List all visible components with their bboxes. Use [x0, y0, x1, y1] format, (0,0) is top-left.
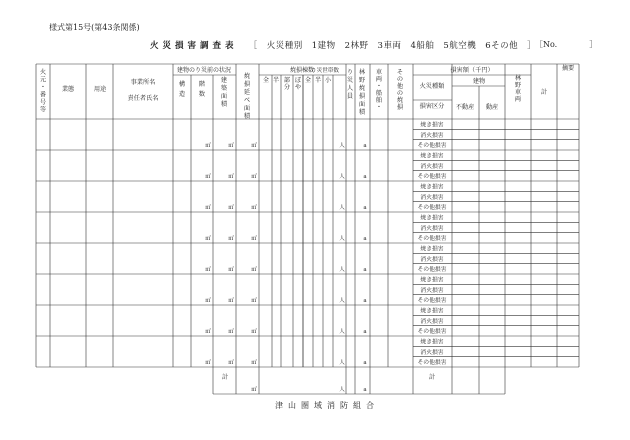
header-building-status: 建物のり災前の状況 — [176, 67, 232, 74]
page-title: 火災損害調査表 — [150, 41, 238, 51]
total-label-right: 計 — [428, 374, 436, 381]
unit-sqm: ㎡ — [205, 174, 211, 180]
header-partial: 分 — [283, 84, 291, 92]
damage-type-label: その他損害 — [417, 360, 447, 367]
header-building-area: 積 — [220, 101, 228, 108]
unit-are-total: a — [363, 387, 367, 393]
unit-person: 人 — [339, 298, 345, 304]
header-vehicle-count: ・ — [375, 83, 383, 90]
damage-type-label: 焼き損害 — [420, 339, 444, 346]
header-fire-number: 元 — [39, 76, 47, 84]
unit-sqm: ㎡ — [251, 298, 257, 304]
damage-type-label: 消火損害 — [420, 225, 444, 232]
header-other-items: の — [396, 90, 404, 97]
header-forest-area: 損 — [358, 93, 366, 100]
header-casualties: り — [346, 69, 354, 76]
unit-sqm: ㎡ — [228, 267, 234, 273]
header-building-area: 面 — [220, 93, 228, 100]
header-forest-area: 野 — [358, 77, 366, 84]
header-fire-number: 火 — [39, 69, 47, 76]
header-vehicle-other: 林 — [514, 75, 522, 82]
header-other-items: 焼 — [396, 97, 404, 104]
header-burned-area: 積 — [243, 113, 251, 120]
unit-sqm-total: ㎡ — [251, 387, 257, 393]
header-other-items: そ — [396, 69, 404, 76]
damage-type-label: その他損害 — [417, 298, 447, 305]
header-structure: 造 — [178, 91, 186, 98]
header-floors: 階 — [198, 81, 206, 88]
damage-type-label: その他損害 — [417, 267, 447, 274]
damage-type-label: 焼き損害 — [420, 153, 444, 160]
unit-are: a — [363, 143, 367, 149]
header-other-items: 損 — [396, 104, 404, 111]
unit-sqm: ㎡ — [251, 236, 257, 242]
unit-person: 人 — [339, 236, 345, 242]
damage-type-label: 焼き損害 — [420, 215, 444, 222]
header-small: ぼ — [294, 77, 302, 84]
unit-sqm: ㎡ — [251, 329, 257, 335]
damage-type-label: 焼き損害 — [420, 277, 444, 284]
header-business-type: 業態 — [61, 86, 75, 93]
header-burn-count: 焼損棟数 — [289, 67, 315, 74]
unit-sqm: ㎡ — [205, 329, 211, 335]
header-small-damage: 小 — [324, 77, 332, 84]
unit-sqm: ㎡ — [228, 174, 234, 180]
header-sum: 計 — [540, 89, 548, 96]
unit-person: 人 — [339, 143, 345, 149]
unit-sqm: ㎡ — [228, 236, 234, 242]
header-damage-amount: 損害額（千円） — [450, 67, 494, 74]
unit-person: 人 — [339, 267, 345, 273]
header-casualties: 員 — [346, 93, 354, 100]
header-fire-number: 号 — [39, 99, 47, 106]
unit-sqm: ㎡ — [205, 267, 211, 273]
header-real-estate: 不動産 — [455, 104, 475, 111]
header-casualties: 人 — [346, 85, 354, 92]
header-movable: 動産 — [485, 104, 499, 111]
damage-type-label: 焼き損害 — [420, 184, 444, 191]
unit-person-total: 人 — [339, 387, 345, 393]
header-vehicle-count: 両 — [375, 76, 383, 83]
header-vehicle-other: 両 — [514, 96, 522, 103]
damage-type-label: その他損害 — [417, 236, 447, 243]
form-number: 様式第15号(第43条関係) — [49, 23, 140, 32]
unit-sqm: ㎡ — [228, 298, 234, 304]
header-fire-number: 等 — [39, 106, 47, 114]
unit-person: 人 — [339, 174, 345, 180]
header-owner-name: 責任者氏名 — [127, 95, 159, 102]
header-vehicle-count: 舶 — [375, 97, 383, 104]
header-office-name: 事業所名 — [130, 79, 156, 86]
header-forest-area: 積 — [358, 109, 366, 116]
unit-are: a — [363, 174, 367, 180]
unit-sqm: ㎡ — [228, 329, 234, 335]
damage-type-label: 焼き損害 — [420, 308, 444, 315]
damage-type-label: その他損害 — [417, 174, 447, 181]
unit-sqm: ㎡ — [228, 360, 234, 366]
header-vehicle-count: 車 — [375, 69, 383, 76]
damage-type-label: その他損害 — [417, 205, 447, 212]
header-forest-area: 焼 — [358, 85, 366, 92]
header-full-damage: 全 — [304, 77, 312, 84]
header-burned-area: 面 — [243, 105, 251, 112]
header-small: や — [294, 84, 302, 92]
header-forest-area: 面 — [358, 101, 366, 108]
record-number-field[interactable]: ［No. ］ — [535, 40, 598, 49]
header-floors: 数 — [198, 91, 206, 98]
unit-sqm: ㎡ — [205, 236, 211, 242]
unit-person: 人 — [339, 329, 345, 335]
header-structure: 構 — [178, 81, 186, 88]
damage-type-label: 焼き損害 — [420, 246, 444, 253]
total-label: 計 — [221, 374, 229, 381]
header-partial: 部 — [283, 77, 291, 84]
header-fire-kind: 火災種類 — [419, 83, 445, 90]
unit-person: 人 — [339, 205, 345, 211]
unit-are: a — [363, 236, 367, 242]
header-forest-area: 林 — [358, 69, 366, 76]
header-casualty-households: り災世帯数 — [311, 68, 339, 74]
damage-type-label: その他損害 — [417, 329, 447, 336]
unit-sqm: ㎡ — [251, 143, 257, 149]
header-usage: 用途 — [93, 86, 107, 93]
header-vehicle-other: 車 — [514, 89, 522, 96]
header-burned-area: べ — [243, 97, 251, 104]
unit-sqm: ㎡ — [205, 298, 211, 304]
unit-sqm: ㎡ — [205, 360, 211, 366]
damage-type-label: その他損害 — [417, 143, 447, 150]
unit-are: a — [363, 329, 367, 335]
header-other-items: 他 — [396, 83, 404, 90]
damage-type-label: 消火損害 — [420, 318, 444, 325]
damage-type-label: 消火損害 — [420, 349, 444, 356]
fire-category-options: ［ 火災種別 1建物 2林野 3車両 4船舶 5航空機 6その他 ］ — [248, 41, 537, 51]
header-casualties: 災 — [346, 77, 354, 84]
unit-sqm: ㎡ — [251, 360, 257, 366]
header-burned-area: 損 — [243, 81, 251, 88]
unit-person: 人 — [339, 360, 345, 366]
header-building: 建物 — [472, 78, 486, 85]
unit-sqm: ㎡ — [205, 205, 211, 211]
damage-type-label: 消火損害 — [420, 163, 444, 170]
unit-sqm: ㎡ — [205, 143, 211, 149]
footer-organization: 津山圏域消防組合 — [275, 401, 379, 410]
unit-sqm: ㎡ — [228, 143, 234, 149]
unit-sqm: ㎡ — [251, 205, 257, 211]
header-half: 半 — [272, 77, 280, 84]
unit-are: a — [363, 360, 367, 366]
header-total: 全 — [262, 77, 270, 84]
header-vehicle-count: ・ — [375, 104, 383, 111]
damage-type-label: 消火損害 — [420, 256, 444, 263]
unit-sqm: ㎡ — [251, 267, 257, 273]
header-fire-number: ・ — [39, 84, 47, 91]
unit-sqm: ㎡ — [228, 205, 234, 211]
header-other-items: の — [396, 76, 404, 83]
header-remarks: 摘要 — [561, 65, 575, 72]
damage-type-label: 消火損害 — [420, 287, 444, 294]
unit-are: a — [363, 298, 367, 304]
damage-type-label: 消火損害 — [420, 194, 444, 201]
damage-type-label: 消火損害 — [420, 132, 444, 139]
damage-type-label: 焼き損害 — [420, 122, 444, 129]
header-fire-number: 番 — [39, 91, 47, 99]
header-building-area: 建 — [220, 77, 228, 84]
header-burned-area: 焼 — [243, 73, 251, 80]
unit-are: a — [363, 267, 367, 273]
header-building-area: 築 — [220, 85, 228, 92]
unit-sqm: ㎡ — [251, 174, 257, 180]
unit-are: a — [363, 205, 367, 211]
header-vehicle-other: 野 — [514, 82, 522, 89]
header-vehicle-count: 船 — [375, 90, 383, 97]
header-damage-class: 損害区分 — [419, 103, 445, 110]
header-half-damage: 半 — [314, 77, 322, 84]
header-burned-area: 延 — [243, 89, 251, 96]
